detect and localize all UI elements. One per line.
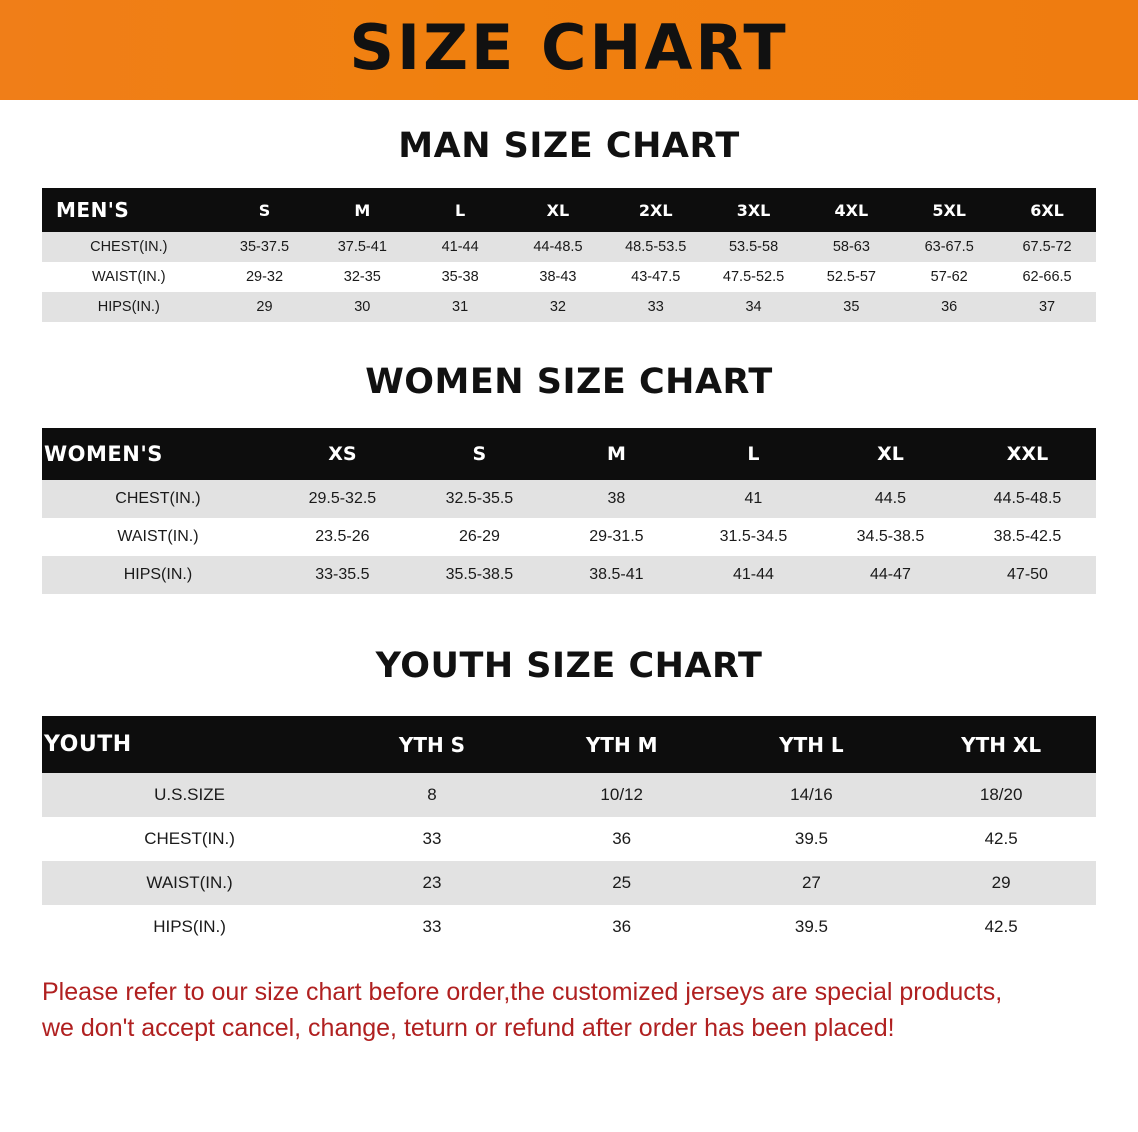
table-cell: 29.5-32.5	[274, 480, 411, 518]
table-cell: 33	[607, 292, 705, 322]
man-header-xl: XL	[509, 188, 607, 232]
table-cell: 35-37.5	[216, 232, 314, 262]
table-row	[42, 292, 1096, 322]
women-header-s: S	[411, 428, 548, 480]
table-cell: 35.5-38.5	[411, 556, 548, 594]
man-header-4xl: 4XL	[802, 188, 900, 232]
youth-header-xl: YTH XL	[906, 716, 1096, 773]
table-cell: 47.5-52.5	[705, 262, 803, 292]
youth-header-s: YTH S	[337, 716, 527, 773]
table-cell: 53.5-58	[705, 232, 803, 262]
table-cell: 38	[548, 480, 685, 518]
table-cell: 23	[337, 861, 527, 905]
table-cell: 67.5-72	[998, 232, 1096, 262]
table-row	[42, 817, 1096, 861]
table-cell: 31.5-34.5	[685, 518, 822, 556]
youth-header-l: YTH L	[717, 716, 907, 773]
man-header-label: MEN'S	[42, 188, 216, 232]
women-table-wrap	[42, 428, 1096, 594]
table-cell: 8	[337, 773, 527, 817]
table-cell: 37.5-41	[313, 232, 411, 262]
table-cell: 14/16	[717, 773, 907, 817]
table-cell: 33-35.5	[274, 556, 411, 594]
table-cell: 35	[802, 292, 900, 322]
man-row-label-hips: HIPS(IN.)	[42, 292, 216, 322]
policy-note-line-1: Please refer to our size chart before order,the customized jerseys are special products,	[42, 978, 1003, 1006]
policy-note-line-2: we don't accept cancel, change, teturn or refund after order has been placed!	[42, 1013, 895, 1042]
table-row	[42, 232, 1096, 262]
women-size-table	[42, 428, 1096, 594]
man-header-6xl: 6XL	[998, 188, 1096, 232]
youth-row-label-chest: CHEST(IN.)	[42, 817, 337, 861]
page-banner	[0, 0, 1138, 100]
table-cell: 27	[717, 861, 907, 905]
table-cell: 41	[685, 480, 822, 518]
women-row-label-hips: HIPS(IN.)	[42, 556, 274, 594]
table-cell: 62-66.5	[998, 262, 1096, 292]
table-cell: 39.5	[717, 817, 907, 861]
table-cell: 36	[900, 292, 998, 322]
table-row	[42, 905, 1096, 949]
women-header-label: WOMEN'S	[42, 428, 274, 480]
youth-row-label-waist: WAIST(IN.)	[42, 861, 337, 905]
women-row-label-waist: WAIST(IN.)	[42, 518, 274, 556]
table-cell: 63-67.5	[900, 232, 998, 262]
man-size-table	[42, 188, 1096, 322]
table-row	[42, 861, 1096, 905]
table-header-row	[42, 716, 1096, 773]
women-header-xl: XL	[822, 428, 959, 480]
women-header-xxl: XXL	[959, 428, 1096, 480]
table-cell: 48.5-53.5	[607, 232, 705, 262]
policy-note	[42, 975, 1096, 1046]
table-cell: 35-38	[411, 262, 509, 292]
page-title: SIZE CHART	[349, 11, 789, 84]
table-cell: 32-35	[313, 262, 411, 292]
table-row	[42, 518, 1096, 556]
table-cell: 30	[313, 292, 411, 322]
women-row-label-chest: CHEST(IN.)	[42, 480, 274, 518]
table-row	[42, 773, 1096, 817]
table-cell: 36	[527, 905, 717, 949]
table-cell: 44-48.5	[509, 232, 607, 262]
table-cell: 36	[527, 817, 717, 861]
table-cell: 58-63	[802, 232, 900, 262]
table-cell: 18/20	[906, 773, 1096, 817]
table-cell: 34.5-38.5	[822, 518, 959, 556]
table-cell: 33	[337, 905, 527, 949]
table-row	[42, 556, 1096, 594]
table-cell: 31	[411, 292, 509, 322]
table-cell: 57-62	[900, 262, 998, 292]
man-header-s: S	[216, 188, 314, 232]
women-header-xs: XS	[274, 428, 411, 480]
table-cell: 39.5	[717, 905, 907, 949]
table-cell: 23.5-26	[274, 518, 411, 556]
table-cell: 44.5-48.5	[959, 480, 1096, 518]
table-cell: 26-29	[411, 518, 548, 556]
table-cell: 25	[527, 861, 717, 905]
man-row-label-waist: WAIST(IN.)	[42, 262, 216, 292]
table-cell: 29	[906, 861, 1096, 905]
table-cell: 42.5	[906, 817, 1096, 861]
man-header-3xl: 3XL	[705, 188, 803, 232]
table-cell: 47-50	[959, 556, 1096, 594]
man-header-m: M	[313, 188, 411, 232]
table-header-row	[42, 188, 1096, 232]
man-row-label-chest: CHEST(IN.)	[42, 232, 216, 262]
table-row	[42, 480, 1096, 518]
man-table-wrap	[42, 188, 1096, 322]
youth-section-title: YOUTH SIZE CHART	[375, 646, 763, 686]
table-cell: 29	[216, 292, 314, 322]
youth-header-m: YTH M	[527, 716, 717, 773]
table-cell: 38-43	[509, 262, 607, 292]
table-cell: 44.5	[822, 480, 959, 518]
table-cell: 41-44	[685, 556, 822, 594]
youth-header-label: YOUTH	[42, 716, 337, 773]
youth-row-label-hips: HIPS(IN.)	[42, 905, 337, 949]
table-cell: 33	[337, 817, 527, 861]
table-cell: 32.5-35.5	[411, 480, 548, 518]
table-cell: 43-47.5	[607, 262, 705, 292]
man-header-l: L	[411, 188, 509, 232]
table-cell: 34	[705, 292, 803, 322]
man-header-2xl: 2XL	[607, 188, 705, 232]
women-section-title: WOMEN SIZE CHART	[365, 362, 773, 402]
table-cell: 41-44	[411, 232, 509, 262]
table-cell: 52.5-57	[802, 262, 900, 292]
table-row	[42, 262, 1096, 292]
table-header-row	[42, 428, 1096, 480]
women-header-m: M	[548, 428, 685, 480]
table-cell: 38.5-41	[548, 556, 685, 594]
table-cell: 42.5	[906, 905, 1096, 949]
youth-table-wrap	[42, 716, 1096, 949]
women-header-l: L	[685, 428, 822, 480]
table-cell: 29-32	[216, 262, 314, 292]
youth-size-table	[42, 716, 1096, 949]
table-cell: 10/12	[527, 773, 717, 817]
table-cell: 29-31.5	[548, 518, 685, 556]
youth-row-label-ussize: U.S.SIZE	[42, 773, 337, 817]
man-section-title: MAN SIZE CHART	[398, 126, 740, 166]
table-cell: 38.5-42.5	[959, 518, 1096, 556]
table-cell: 44-47	[822, 556, 959, 594]
table-cell: 32	[509, 292, 607, 322]
man-header-5xl: 5XL	[900, 188, 998, 232]
table-cell: 37	[998, 292, 1096, 322]
